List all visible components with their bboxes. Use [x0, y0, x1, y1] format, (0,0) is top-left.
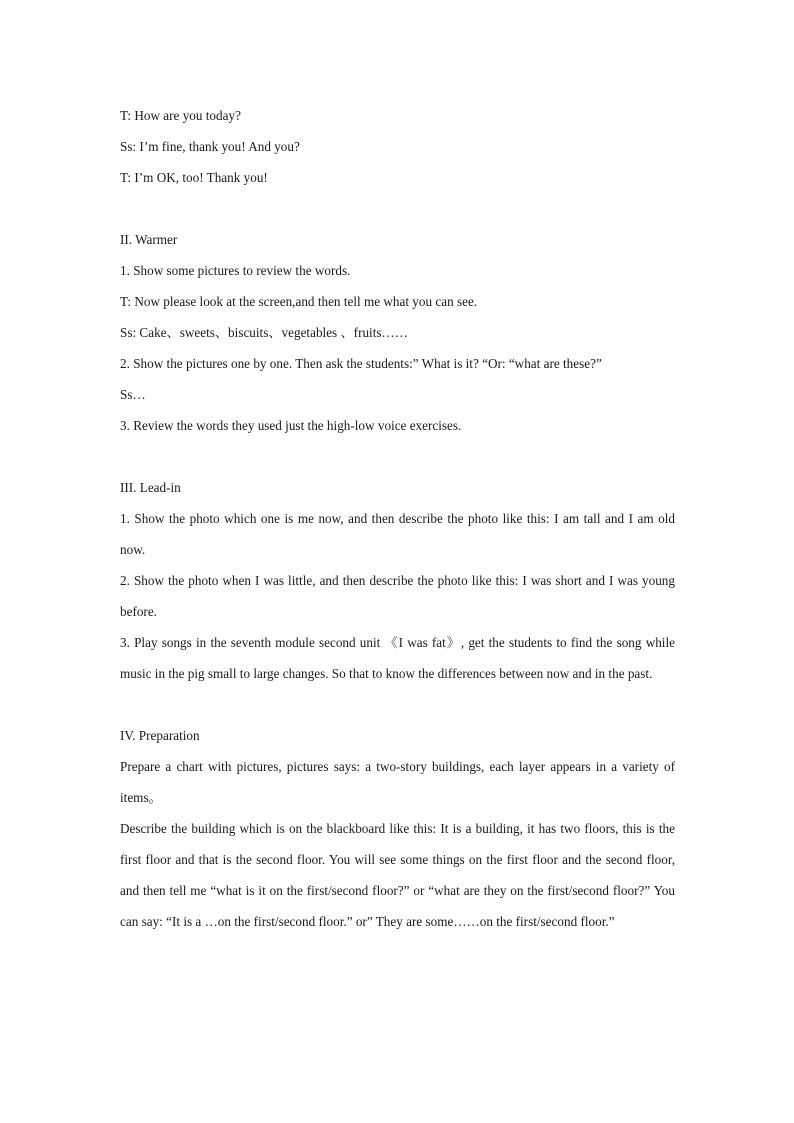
- section-heading-leadin: III. Lead-in: [120, 480, 181, 495]
- leadin-paragraph: 1. Show the photo which one is me now, and then describe the photo like this: I am tall and I am old now.: [120, 511, 675, 557]
- document-page: [120, 100, 675, 937]
- leadin-paragraph: 3. Play songs in the seventh module second unit 《I was fat》, get the students to find the song while music in the pig small to large changes. So that to know the differences between now and in the past.: [120, 635, 675, 681]
- teacher-greeting: T: How are you today?: [120, 108, 241, 123]
- section-heading-preparation: IV. Preparation: [120, 728, 200, 743]
- warmer-item: 3. Review the words they used just the high-low voice exercises.: [120, 418, 462, 433]
- preparation-paragraph: Prepare a chart with pictures, pictures says: a two-story buildings, each layer appears in a variety of items。: [120, 759, 675, 805]
- spacer: [120, 193, 675, 224]
- warmer-item: Ss: Cake、sweets、biscuits、vegetables 、fruits……: [120, 325, 408, 340]
- warmer-item: Ss…: [120, 387, 146, 402]
- warmer-item: T: Now please look at the screen,and then tell me what you can see.: [120, 294, 478, 309]
- students-reply: Ss: I’m fine, thank you! And you?: [120, 139, 300, 154]
- section-heading-warmer: II. Warmer: [120, 232, 178, 247]
- spacer: [120, 689, 675, 720]
- leadin-paragraph: 2. Show the photo when I was little, and then describe the photo like this: I was short and I was young before.: [120, 573, 675, 619]
- warmer-item: 1. Show some pictures to review the words.: [120, 263, 351, 278]
- teacher-reply: T: I’m OK, too! Thank you!: [120, 170, 268, 185]
- preparation-paragraph: Describe the building which is on the blackboard like this: It is a building, it has two floors, this is the first floor and that is the second floor. You will see some things on the first floor and the second floor, and then tell me “what is it on the first/second floor?” or “what are they on the first/second floor?” You can say: “It is a …on the first/second floor.” or” They are some……on the first/second floor.”: [120, 821, 675, 929]
- spacer: [120, 441, 675, 472]
- warmer-item: 2. Show the pictures one by one. Then ask the students:” What is it? “Or: “what are these?”: [120, 356, 602, 371]
